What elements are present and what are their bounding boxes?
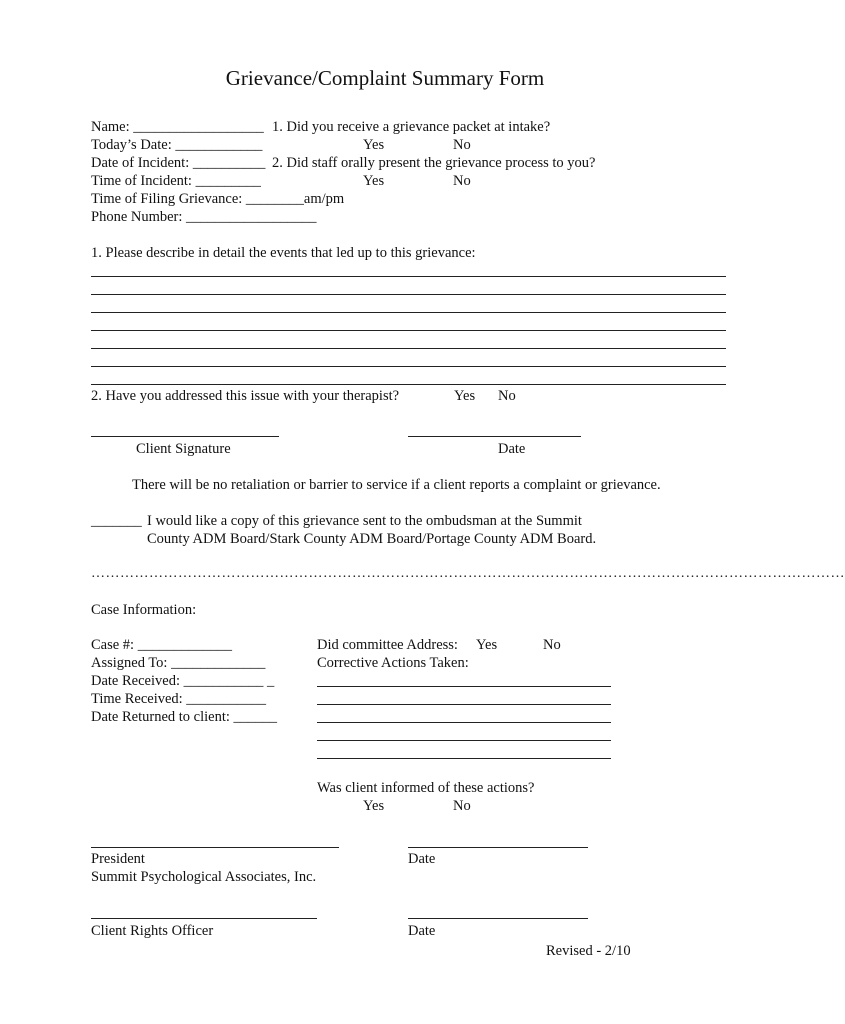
todays-date-field: Today’s Date: ____________ [91,137,263,153]
client-signature-line [91,436,279,437]
committee-yes: Yes [476,637,498,653]
committee-no: No [543,637,561,653]
client-informed-question: Was client informed of these actions? [317,780,535,796]
president-signature-line [91,847,339,848]
description-line [91,312,726,313]
q1-yes: Yes [363,137,385,153]
ombudsman-line2: County ADM Board/Stark County ADM Board/Portage County ADM Board. [147,531,597,547]
corrective-action-line [317,686,611,687]
date-returned-field: Date Returned to client: ______ [91,709,278,725]
corrective-action-line [317,758,611,759]
question-packet: 1. Did you receive a grievance packet at intake? [272,119,551,135]
time-of-filing-field: Time of Filing Grievance: ________am/pm [91,191,345,207]
revised-note: Revised - 2/10 [546,943,631,959]
q2-yes: Yes [363,173,385,189]
officer-date-label: Date [408,923,436,939]
no-retaliation-notice: There will be no retaliation or barrier to service if a client reports a complaint or grievance. [132,477,661,493]
informed-no: No [453,798,471,814]
dotted-separator: ………………………………………………………………………………………………………………………………………… [91,566,845,581]
committee-address-label: Did committee Address: [317,637,458,653]
form-title: Grievance/Complaint Summary Form [225,66,545,90]
description-line [91,294,726,295]
case-information-heading: Case Information: [91,602,197,618]
description-line [91,276,726,277]
name-field: Name: __________________ [91,119,264,135]
client-date-label: Date [498,441,526,457]
corrective-action-line [317,740,611,741]
q1-no: No [453,137,471,153]
corrective-action-line [317,722,611,723]
therapist-question: 2. Have you addressed this issue with your therapist? [91,388,400,404]
case-number-field: Case #: _____________ [91,637,232,653]
assigned-to-field: Assigned To: _____________ [91,655,266,671]
description-line [91,330,726,331]
question-orally-present: 2. Did staff orally present the grievance process to you? [272,155,596,171]
description-line [91,348,726,349]
officer-signature-line [91,918,317,919]
informed-yes: Yes [363,798,385,814]
officer-date-line [408,918,588,919]
client-signature-label: Client Signature [136,441,231,457]
time-received-field: Time Received: ___________ [91,691,267,707]
q2-no: No [453,173,471,189]
president-label: President [91,851,145,867]
date-received-field: Date Received: ___________ _ [91,673,275,689]
client-rights-officer-label: Client Rights Officer [91,923,214,939]
description-line [91,366,726,367]
describe-events-prompt: 1. Please describe in detail the events that led up to this grievance: [91,245,476,261]
ombudsman-line1: I would like a copy of this grievance sent to the ombudsman at the Summit [147,513,582,529]
client-date-line [408,436,581,437]
phone-number-field: Phone Number: __________________ [91,209,317,225]
organization-name: Summit Psychological Associates, Inc. [91,869,317,885]
therapist-yes: Yes [454,388,476,404]
corrective-action-line [317,704,611,705]
description-line [91,384,726,385]
date-of-incident-field: Date of Incident: __________ [91,155,266,171]
president-date-line [408,847,588,848]
time-of-incident-field: Time of Incident: _________ [91,173,261,189]
therapist-no: No [498,388,516,404]
ombudsman-blank: _______ [91,513,142,529]
corrective-actions-label: Corrective Actions Taken: [317,655,469,671]
president-date-label: Date [408,851,436,867]
